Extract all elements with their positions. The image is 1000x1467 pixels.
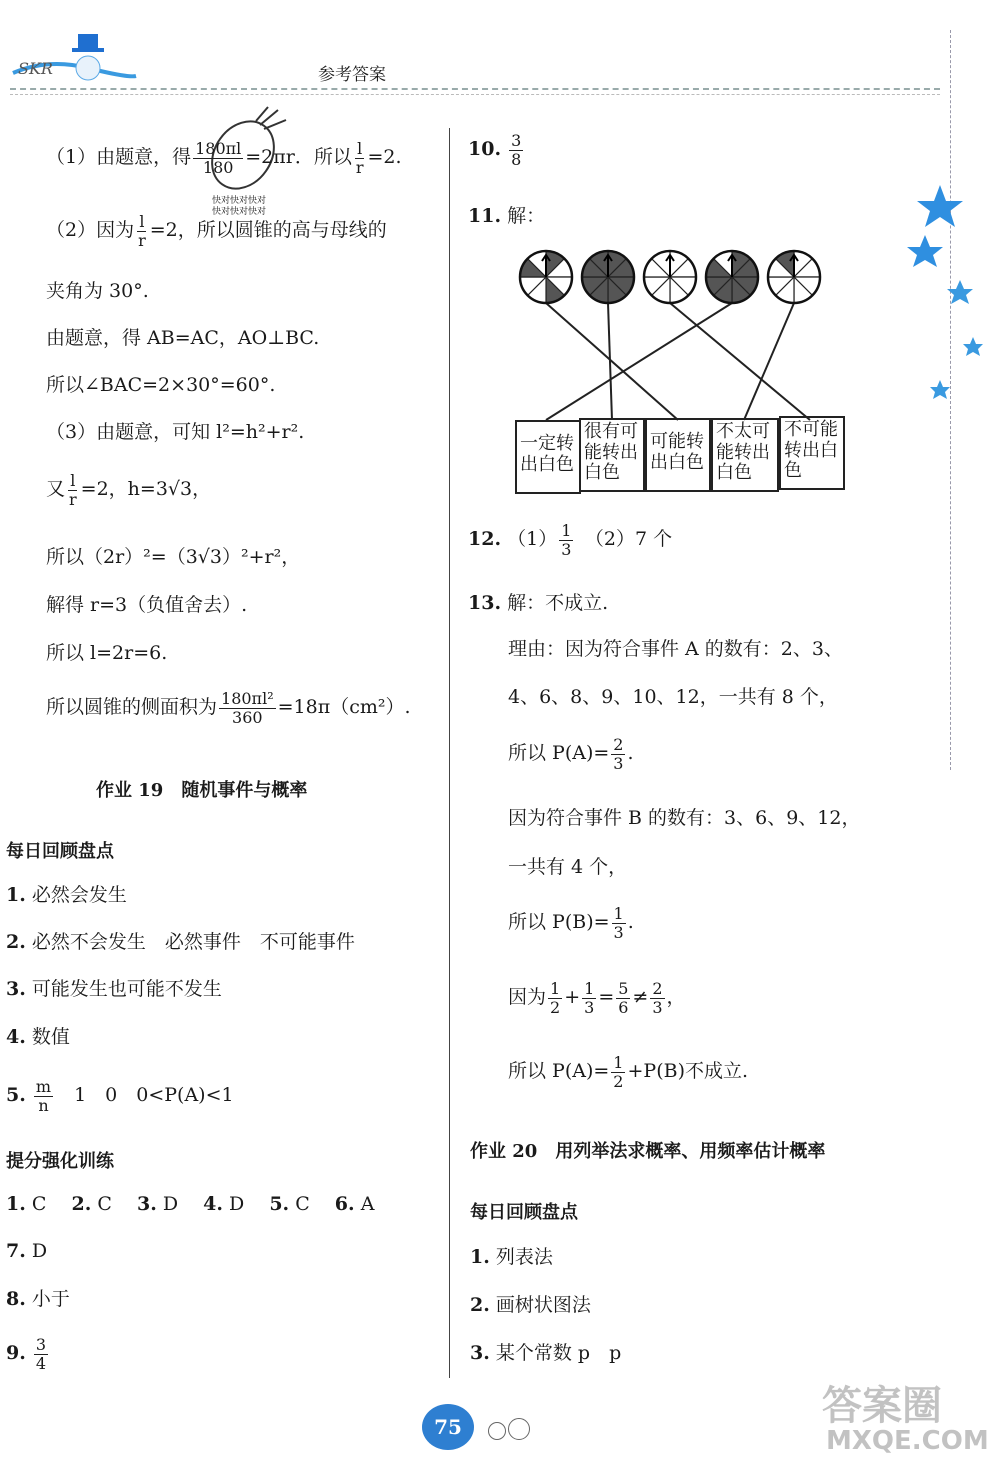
answer-line: 所以∠BAC=2×30°=60°. — [46, 374, 276, 396]
list-item: 1. 列表法 — [470, 1246, 553, 1268]
header-divider — [10, 88, 940, 90]
connector-line — [744, 303, 794, 420]
list-item: 4. 数值 — [6, 1026, 70, 1048]
answer-line: 所以 P(B)= $\frac{1}{3}$ . — [508, 904, 634, 942]
watermark-logo: 答案圈 — [822, 1383, 942, 1429]
subsection-title: 每日回顾盘点 — [470, 1202, 578, 1223]
outcome-box: 一定转出白色 — [515, 420, 581, 494]
list-item: 2. 画树状图法 — [470, 1294, 591, 1316]
choice-answers: 1. C 2. C 3. D 4. D 5. C 6. A — [6, 1193, 375, 1215]
star-icon — [963, 337, 983, 356]
spinner-icon — [520, 251, 572, 303]
ring-decoration — [488, 1422, 506, 1440]
answer-line: 所以 l=2r=6. — [46, 642, 168, 664]
answer-line: 一共有 4 个， — [508, 856, 628, 878]
answer-line: 所以 P(A)= $\frac{2}{3}$ . — [508, 735, 634, 773]
list-item: 5. $\frac{m}{n}$ 1 0 0<P(A)<1 — [6, 1077, 234, 1115]
answer-line: （3）由题意，可知 l²=h²+r². — [46, 421, 305, 443]
page-header-title: 参考答案 — [318, 65, 386, 85]
watermark-site: MXQE.COM — [826, 1426, 989, 1456]
list-item: 8. 小于 — [6, 1288, 70, 1310]
answer-line: 理由：因为符合事件 A 的数有：2、3、 — [508, 638, 843, 660]
page-number: 75 — [422, 1404, 474, 1450]
answer-line: 所以圆锥的侧面积为 $\frac{\text{180πl²}}{360}$ =18π（cm²）. — [46, 689, 411, 727]
answer-line: 又 $\frac{l}{r}$ =2，h=3√3， — [46, 471, 212, 509]
list-item: 12. （1） $\frac{1}{3}$ （2）7 个 — [468, 521, 673, 559]
star-icon — [930, 380, 950, 399]
spinner-icon — [582, 251, 634, 303]
outcome-box: 可能转出白色 — [645, 418, 711, 492]
subsection-title: 每日回顾盘点 — [6, 841, 114, 862]
list-item: 11. 解： — [468, 205, 546, 227]
star-icon — [947, 280, 973, 304]
stars-decoration — [900, 175, 1000, 415]
spinner-icon — [768, 251, 820, 303]
section-title: 作业 20 用列举法求概率、用频率估计概率 — [470, 1141, 826, 1162]
answer-line: 因为符合事件 B 的数有：3、6、9、12， — [508, 807, 861, 829]
column-divider — [449, 128, 450, 1378]
list-item: 3. 某个常数 p p — [470, 1342, 622, 1364]
subsection-title: 提分强化训练 — [6, 1151, 114, 1172]
header-divider-secondary — [10, 94, 940, 95]
answer-line: 所以 P(A)= $\frac{1}{2}$ +P(B)不成立. — [508, 1053, 749, 1091]
section-title: 作业 19 随机事件与概率 — [96, 780, 308, 801]
star-icon — [907, 235, 943, 267]
answer-line: 由题意，得 AB=AC，AO⊥BC. — [46, 327, 320, 349]
snowman-icon — [8, 28, 138, 88]
answer-line: （1）由题意，得 $\frac{180\pi l}{180}$ =2πr．所以 $\frac{l}{r}$ =2. — [46, 139, 402, 177]
spinner-icon — [644, 251, 696, 303]
answer-line: 所以（2r）²=（3√3）²+r²， — [46, 546, 301, 568]
ring-decoration — [508, 1418, 530, 1440]
outcome-box: 不可能转出白色 — [779, 416, 845, 490]
answer-line: 因为 $\frac{1}{2}$ + $\frac{1}{3}$ = $\frac{5}{6}$ ≠ $\frac{2}{3}$ ， — [508, 979, 686, 1017]
stamp-text: 快对快对快对 快对快对快对 — [212, 196, 267, 217]
connector-line — [670, 303, 810, 420]
list-item: 10. $\frac{3}{8}$ — [468, 131, 522, 169]
outcome-box: 很有可能转出白色 — [579, 418, 645, 492]
answer-line: 解得 r=3（负值舍去）. — [46, 594, 248, 616]
list-item: 9. $\frac{3}{4}$ — [6, 1335, 47, 1373]
outcome-box: 不太可能转出白色 — [711, 418, 779, 492]
spinner-icon — [706, 251, 758, 303]
logo-text: SKR — [18, 59, 53, 78]
header-logo — [8, 28, 138, 88]
answer-line: 夹角为 30°. — [46, 280, 149, 302]
list-item: 3. 可能发生也可能不发生 — [6, 978, 222, 1000]
answer-line: 4、6、8、9、10、12，一共有 8 个， — [508, 686, 838, 708]
star-icon — [917, 185, 963, 227]
list-item: 7. D — [6, 1240, 48, 1262]
list-item: 2. 必然不会发生 必然事件 不可能事件 — [6, 931, 355, 953]
list-item: 13. 解：不成立. — [468, 592, 609, 614]
answer-line: （2）因为 $\frac{l}{r}$ =2，所以圆锥的高与母线的 — [46, 212, 387, 250]
list-item: 1. 必然会发生 — [6, 884, 127, 906]
spinner-diagram — [510, 245, 850, 425]
connector-line — [546, 303, 732, 420]
